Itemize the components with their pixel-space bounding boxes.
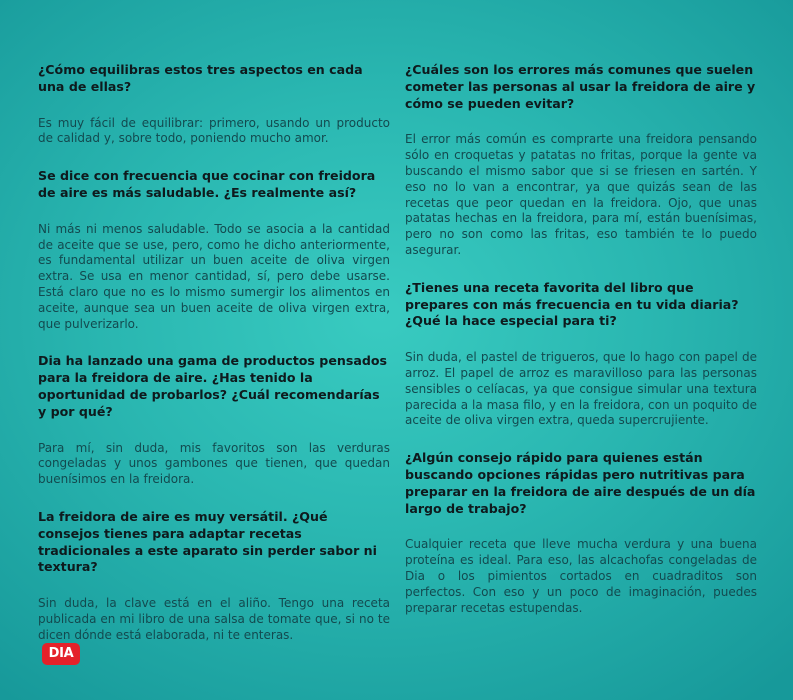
interview-answer: Es muy fácil de equilibrar: primero, usando un producto de calidad y, sobre todo, poniendo mucho amor. xyxy=(38,115,390,146)
interview-question: ¿Cómo equilibras estos tres aspectos en cada una de ellas? xyxy=(38,62,363,94)
dia-logo: DIA xyxy=(42,643,80,665)
interview-answer: Para mí, sin duda, mis favoritos son las verduras congeladas y unos gambones que tienen, que quedan buenísimos en la freidora. xyxy=(38,440,390,487)
interview-answer: El error más común es comprarte una freidora pensando sólo en croquetas y patatas no fritas, porque la gente va buscando el mismo sabor que si se friesen en sartén. Y eso no lo van a encontrar, ya que quizás sean de las recetas que peor quedan en la freidora. Ojo, que unas patatas hechas en la freidora, para mí, están buenísimas, pero no son como las fritas, eso también te lo puedo asegurar. xyxy=(405,132,757,257)
interview-answer: Sin duda, la clave está en el aliño. Tengo una receta publicada en mi libro de una salsa de tomate que, si no te dicen dónde está elaborada, ni te enteras. xyxy=(38,596,390,642)
interview-question: ¿Cuáles son los errores más comunes que suelen cometer las personas al usar la freidora de aire y cómo se pueden evitar? xyxy=(405,62,756,111)
interview-answer: Ni más ni menos saludable. Todo se asocia a la cantidad de aceite que se use, pero, como he dicho anteriormente, es fundamental utilizar un buen aceite de oliva virgen extra. Se usa en menor cantidad, sí, pero debe usarse. Está claro que no es lo mismo sumergir los alimentos en aceite, aunque sea un buen aceite de oliva virgen extra, que pulverizarlo. xyxy=(38,221,390,331)
interview-left-column xyxy=(38,62,390,665)
interview-question: ¿Algún consejo rápido para quienes están buscando opciones rápidas pero nutritivas para preparar en la freidora de aire después de un día largo de trabajo? xyxy=(405,450,756,516)
interview-answer: Sin duda, el pastel de trigueros, que lo hago con papel de arroz. El papel de arroz es maravilloso para las personas sensibles o celíacas, ya que consigue simular una textura parecida a la masa filo, y en la freidora, con un poquito de aceite de oliva virgen extra, queda supercrujiente. xyxy=(405,350,757,428)
interview-question: La freidora de aire es muy versátil. ¿Qué consejos tienes para adaptar recetas tradicionales a este aparato sin perder sabor ni textura? xyxy=(38,508,377,575)
interview-right-column xyxy=(405,62,757,637)
interview-question: Se dice con frecuencia que cocinar con freidora de aire es más saludable. ¿Es realmente así? xyxy=(38,168,376,200)
interview-question: ¿Tienes una receta favorita del libro que prepares con más frecuencia en tu vida diaria? ¿Qué la hace especial para ti? xyxy=(405,279,739,329)
interview-answer: Cualquier receta que lleve mucha verdura y una buena proteína es ideal. Para eso, las alcachofas congeladas de Dia o los pimientos cortados en cuadraditos son perfectos. Con eso y un poco de imaginación, puedes preparar recetas estupendas. xyxy=(405,537,757,615)
interview-question: Dia ha lanzado una gama de productos pensados para la freidora de aire. ¿Has tenido la oportunidad de probarlos? ¿Cuál recomendarías y por qué? xyxy=(38,353,387,419)
